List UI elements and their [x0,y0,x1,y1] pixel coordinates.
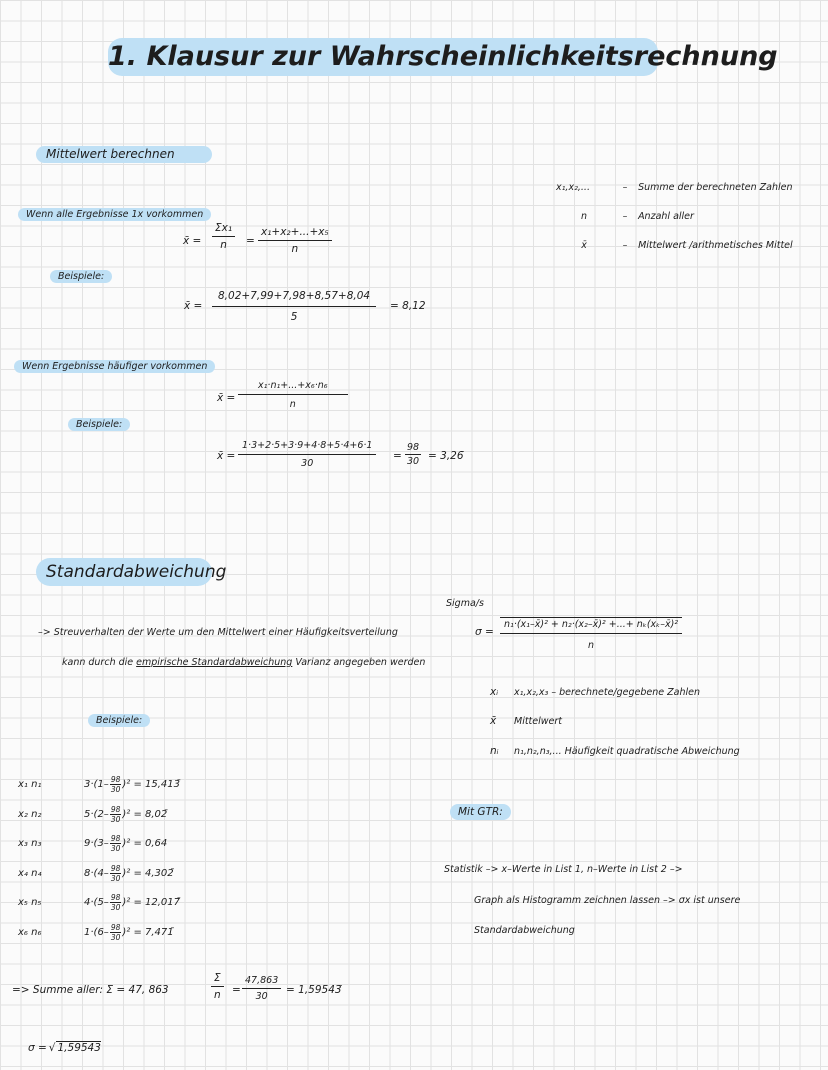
final-lhs: σ = [28,1042,47,1054]
page-title: 1. Klausur zur Wahrscheinlichkeitsrechnung [108,38,658,76]
sigma-formula-lhs: σ = [475,626,494,638]
row-expression-end: )² = 12,017̄ [122,897,180,908]
sigma-formula-fraction [500,617,682,651]
std-intro-text-c: Varianz angegeben werden [292,657,426,668]
std-def-text: Mittelwert [514,716,563,727]
case1-fraction-expanded [258,226,332,255]
case1-eq: = [246,235,255,247]
example1-fraction [212,290,376,323]
legend-item [556,240,793,251]
std-def-row [490,715,562,727]
example2-fraction-result [405,442,421,467]
std-def-symbol: nᵢ [490,745,499,757]
example1-lhs: x̄ = [184,300,203,312]
row-fraction-denominator: 30 [110,785,121,794]
std-def-text: x₁,x₂,x₃ – berechnete/gegebene Zahlen [514,687,700,698]
std-example-row [18,864,174,883]
row-expression-start: 9·(3– [84,838,109,849]
case1-f1-numerator: Σx₁ [212,222,235,237]
std-example-row [18,923,174,942]
row-label: x₅ n₅ [18,897,42,908]
case2-fraction [238,380,348,410]
example2-result: = 3,26̄ [428,450,464,462]
row-expression-end: )² = 7,471̄ [122,927,174,938]
section-heading-standardabweichung: Standardabweichung [36,558,212,586]
std-example-label: Beispiele: [88,714,150,727]
std-intro-term: empirische Standardabweichung [136,657,293,668]
row-expression-start: 3·(1– [84,779,109,790]
legend-text: Anzahl aller [638,211,694,222]
case2-label: Wenn Ergebnisse häufiger vorkommen [14,360,215,373]
row-expression-end: )² = 4,302̄ [122,868,174,879]
row-expression-start: 4·(5– [84,897,109,908]
example2-eq: = [393,450,402,462]
row-expression-start: 5·(2– [84,809,109,820]
std-example-row [18,834,167,853]
row-fraction-numerator: 98 [110,834,121,843]
example2-label: Beispiele: [68,418,130,431]
example1-label: Beispiele: [50,270,112,283]
case1-label: Wenn alle Ergebnisse 1x vorkommen [18,208,211,221]
final-root-value: 1,59543̄ [57,1042,101,1054]
row-fraction-denominator: 30 [110,903,121,912]
sigma-label: Sigma/s [446,598,484,609]
case1-lhs: x̄ = [183,235,202,247]
case2-denominator: n [289,399,296,410]
row-expression-start: 1·(6– [84,927,109,938]
std-example-row [18,775,180,794]
std-def-row [490,745,740,757]
row-fraction-denominator: 30 [110,844,121,853]
gtr-line1: Statistik –> x–Werte in List 1, n–Werte in List 2 –> [444,864,683,875]
row-fraction-denominator: 30 [110,933,121,942]
row-label: x₃ n₃ [18,838,42,849]
legend-dash: – [622,182,628,193]
example1-result: = 8,12 [390,300,426,312]
example2-f-numerator: 98 [407,442,420,453]
legend-dash: – [622,240,628,251]
case1-f2-numerator: x₁+x₂+...+x₅ [258,226,332,241]
std-def-symbol: x̄ [490,715,497,727]
sum-fraction-symbolic [211,972,224,1001]
gtr-heading: Mit GTR: [450,804,511,820]
example2-lhs: x̄ = [217,450,236,462]
gtr-line3: Standardabweichung [474,925,575,936]
example2-fraction [238,440,376,469]
row-fraction [110,805,122,824]
std-intro-text-a: kann durch die [62,657,137,668]
case2-lhs: x̄ = [217,392,236,404]
row-fraction-numerator: 98 [110,923,121,932]
legend-symbol: x̄ [581,240,587,251]
row-label: x₆ n₆ [18,927,42,938]
row-fraction [110,923,122,942]
row-expression-end: )² = 0,64 [122,838,168,849]
std-example-row [18,805,167,824]
sum-f1-numerator: Σ [211,972,224,987]
case1-fraction-sum [212,222,235,251]
row-fraction-denominator: 30 [110,874,121,883]
row-fraction [110,893,122,912]
row-expression-end: )² = 15,413̄ [122,779,180,790]
example2-f-denominator: 30 [407,456,420,467]
section-heading-mittelwert: Mittelwert berechnen [36,146,212,163]
legend-text: Summe der berechneten Zahlen [638,182,793,193]
example1-numerator: 8,02+7,99+7,98+8,57+8,04 [212,290,376,307]
example2-numerator: 1·3+2·5+3·9+4·8+5·4+6·1 [238,440,376,455]
sum-eq: = [232,984,241,996]
legend-text: Mittelwert /arithmetisches Mittel [638,240,793,251]
sum-result: = 1,59543̄ [286,984,342,996]
sum-fraction-value [242,975,281,1002]
std-example-row [18,893,180,912]
example1-denominator: 5 [290,311,298,323]
row-expression-end: )² = 8,02̄ [122,809,168,820]
std-intro-line1: –> Streuverhalten der Werte um den Mittelwert einer Häufigkeitsverteilung [38,627,398,638]
row-fraction-numerator: 98 [110,805,121,814]
row-label: x₁ n₁ [18,779,42,790]
case1-f2-denominator: n [291,243,299,255]
gtr-line2: Graph als Histogramm zeichnen lassen –> σx ist unsere [474,895,741,906]
sigma-formula-denominator: n [588,640,595,651]
row-fraction [110,864,122,883]
legend-symbol: n [580,211,588,222]
std-def-row [490,686,700,698]
legend-item [556,182,793,193]
sum-f1-denominator: n [213,989,221,1001]
row-fraction-denominator: 30 [110,815,121,824]
row-fraction-numerator: 98 [110,893,121,902]
std-def-text: n₁,n₂,n₃,... Häufigkeit quadratische Abweichung [514,746,740,757]
sigma-formula-numerator: n₁·(x₁–x̄)² + n₂·(x₂–x̄)² +...+ nₖ(xₖ–x̄)² [500,617,682,634]
example2-denominator: 30 [301,458,314,469]
case1-f1-denominator: n [220,239,227,251]
row-label: x₂ n₂ [18,809,42,820]
final-sigma: σ = √ 1,59543̄ [28,1042,101,1054]
row-label: x₄ n₄ [18,868,42,879]
row-fraction [110,775,122,794]
sum-f2-numerator: 47,863 [242,975,281,989]
case2-numerator: x₁·n₁+...+x₆·n₆ [238,380,348,395]
std-intro-line2 [62,657,425,668]
row-fraction-numerator: 98 [110,864,121,873]
legend-dash: – [622,211,628,222]
legend-item [556,211,694,222]
row-expression-start: 8·(4– [84,868,109,879]
row-fraction-numerator: 98 [110,775,121,784]
sum-text: => Summe aller: Σ = 47, 863 [12,984,169,996]
std-def-symbol: xᵢ [490,686,499,698]
legend-symbol: x₁,x₂,... [556,182,590,193]
row-fraction [110,834,122,853]
sum-f2-denominator: 30 [255,991,268,1002]
